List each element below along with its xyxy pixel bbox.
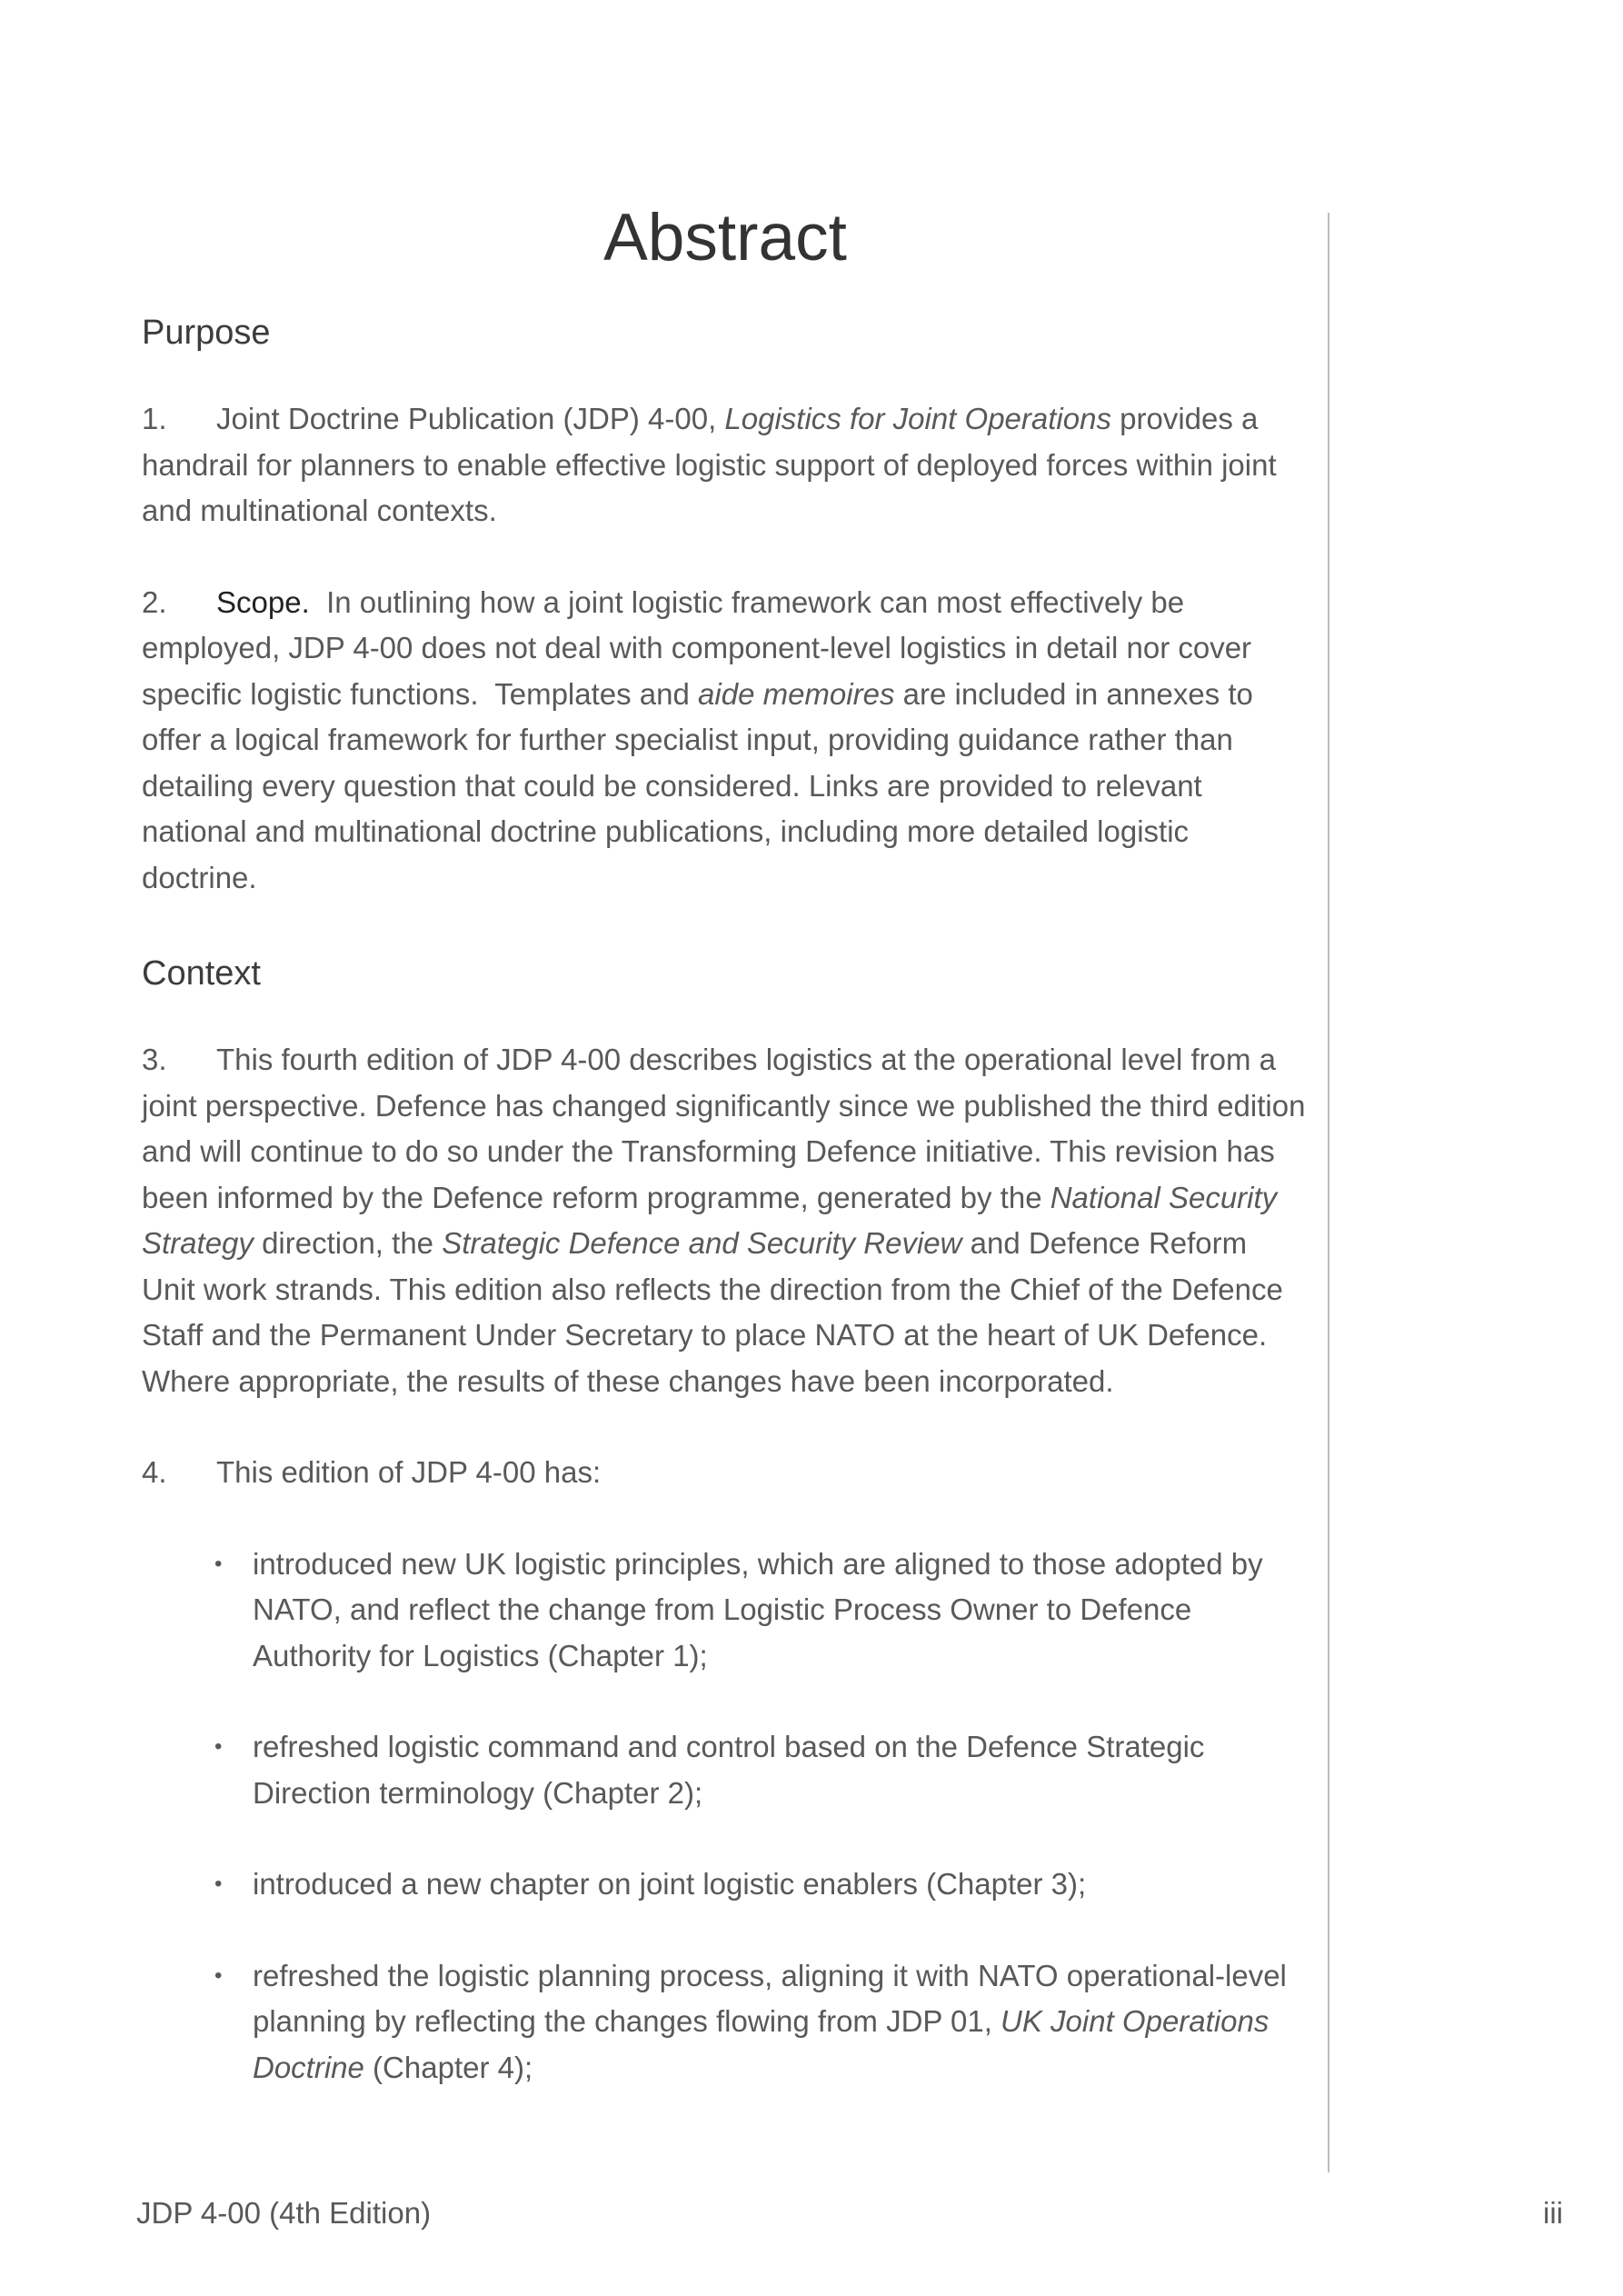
bullet-icon: •	[214, 1962, 223, 1988]
bullet-icon: •	[214, 1551, 223, 1576]
margin-rule	[1328, 213, 1329, 2172]
paragraph-number: 2.	[142, 584, 167, 619]
paragraph-text: and Defence Reform Unit work strands. This edition also reflects the direction from the Chief of the Defence Staff and the Permanent Under Secretary to place NATO at the heart of UK Defence. Where appropriate, the results of these changes have been incorporated.	[142, 1226, 1283, 1398]
list-item-text: (Chapter 4);	[363, 2050, 533, 2084]
paragraph-number: 3.	[142, 1043, 167, 1076]
paragraph-number: 1.	[142, 402, 167, 435]
footer-publication: JDP 4-00 (4th Edition)	[136, 2196, 432, 2230]
paragraph-text: provides a handrail for planners to enable effective logistic support of deployed forces within joint and multinational contexts.	[142, 402, 1277, 527]
list-item-text: introduced a new chapter on joint logistic enablers (Chapter 3);	[253, 1867, 1087, 1901]
list-item-text: introduced new UK logistic principles, which are aligned to those adopted by NATO, and reflect the change from Logistic Process Owner to Defence Authority for Logistics (Chapter 1);	[253, 1546, 1263, 1672]
publication-title: Strategic Defence and Security Review	[442, 1226, 962, 1260]
paragraph-text: In outlining how a joint logistic framework can most effectively be employed, JDP 4-00 does not deal with component-level logistics in detail nor cover specific logistic functions. Templates and	[142, 584, 1260, 711]
paragraph-text: Joint Doctrine Publication (JDP) 4-00,	[216, 402, 725, 435]
paragraph-text: This edition of JDP 4-00 has:	[216, 1455, 602, 1489]
list-item	[142, 1724, 1307, 1816]
list-item-text: refreshed the logistic planning process, aligning it with NATO operational-level planning by reflecting the changes flowing from JDP 01,	[253, 1958, 1287, 2038]
bullet-list	[142, 1542, 1307, 2091]
paragraph-2	[142, 580, 1307, 902]
publication-title: Logistics for Joint Operations	[724, 402, 1111, 435]
paragraph-lead: Scope.	[216, 584, 310, 619]
paragraph-text: This fourth edition of JDP 4-00 describes logistics at the operational level from a joint perspective. Defence has changed significantly since we published the third edition and will continue to do so under the Transforming Defence initiative. This revision has been informed by the Defence reform programme, generated by the	[142, 1043, 1306, 1214]
paragraph-text: are included in annexes to offer a logical framework for further specialist input, providing guidance rather than detailing every question that could be considered. Links are provided to relevant national and multinational doctrine publications, including more detailed logistic doctrine.	[142, 676, 1253, 894]
document-body	[142, 305, 1307, 2136]
page-number: iii	[1543, 2196, 1563, 2230]
bullet-icon: •	[214, 1872, 223, 1896]
list-item-text: refreshed logistic command and control based on the Defence Strategic Direction terminology (Chapter 2);	[253, 1730, 1205, 1810]
italic-term: aide memoires	[698, 676, 895, 711]
paragraph-4	[142, 1450, 1307, 1496]
paragraph-3	[142, 1037, 1307, 1404]
list-item	[142, 1953, 1307, 2091]
section-heading-context: Context	[142, 954, 261, 993]
publication-title: National Security Strategy	[142, 1180, 1278, 1260]
publication-title: UK Joint Operations Doctrine	[253, 2004, 1270, 2084]
paragraph-number: 4.	[142, 1455, 167, 1489]
paragraph-1	[142, 396, 1307, 534]
bullet-icon: •	[214, 1734, 223, 1759]
list-item	[142, 1542, 1307, 1680]
list-item	[142, 1862, 1307, 1908]
page-title: Abstract	[603, 201, 847, 275]
section-heading-purpose: Purpose	[142, 314, 271, 352]
paragraph-text: direction, the	[253, 1226, 443, 1260]
